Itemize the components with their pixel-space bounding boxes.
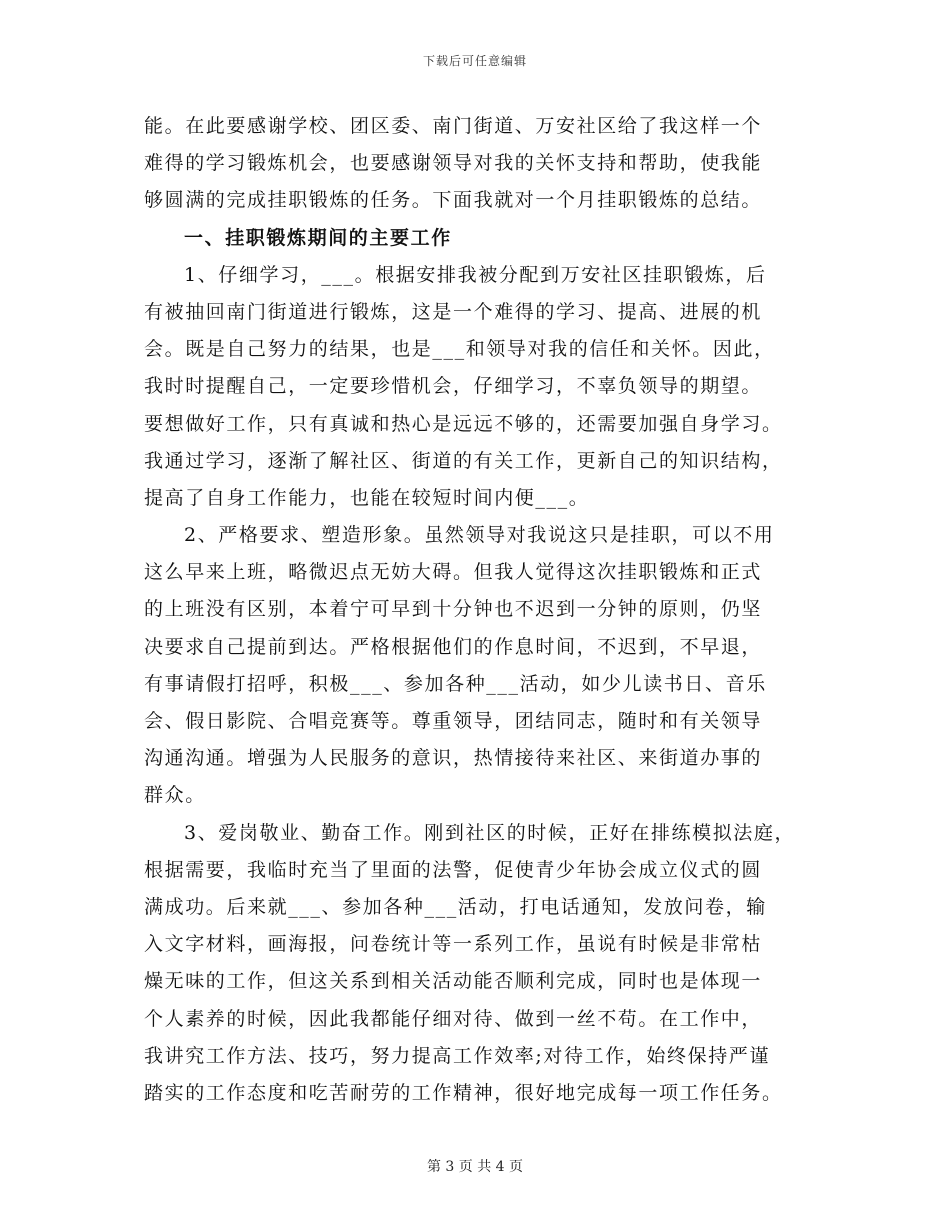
- text-line: 有事请假打招呼，积极___、参加各种___活动，如少儿读书日、音乐: [144, 672, 767, 695]
- text-line: 3、爱岗敬业、勤奋工作。刚到社区的时候，正好在排练模拟法庭，: [184, 821, 796, 844]
- text-line: 个人素养的时候，因此我都能仔细对待、做到一丝不苟。在工作中，: [144, 1007, 763, 1030]
- text-line: 这么早来上班，略微迟点无妨大碍。但我人觉得这次挂职锻炼和正式: [144, 561, 763, 584]
- text-line: 我讲究工作方法、技巧，努力提高工作效率;对待工作，始终保持严谨: [144, 1044, 771, 1067]
- text-line: 有被抽回南门街道进行锻炼，这是一个难得的学习、提高、进展的机: [144, 300, 763, 323]
- text-line: 我时时提醒自己，一定要珍惜机会，仔细学习，不辜负领导的期望。: [144, 375, 763, 398]
- text-line: 会、假日影院、合唱竞赛等。尊重领导，团结同志，随时和有关领导: [144, 710, 763, 732]
- text-line: 难得的学习锻炼机会，也要感谢领导对我的关怀支持和帮助，使我能: [144, 152, 763, 175]
- text-line: 够圆满的完成挂职锻炼的任务。下面我就对一个月挂职锻炼的总结。: [144, 189, 763, 212]
- text-line: 会。既是自己努力的结果，也是___和领导对我的信任和关怀。因此，: [144, 338, 775, 361]
- text-line: 决要求自己提前到达。严格根据他们的作息时间，不迟到，不早退，: [144, 635, 763, 658]
- text-line: 能。在此要感谢学校、团区委、南门街道、万安社区给了我这样一个: [144, 115, 763, 137]
- document-body: [144, 108, 816, 1112]
- text-line: 群众。: [144, 784, 206, 807]
- text-line: 的上班没有区别，本着宁可早到十分钟也不迟到一分钟的原则，仍坚: [144, 598, 763, 621]
- text-line: 1、仔细学习，___。根据安排我被分配到万安社区挂职锻炼，后: [184, 263, 767, 286]
- text-line: 要想做好工作，只有真诚和热心是远远不够的，还需要加强自身学习。: [144, 412, 783, 435]
- text-line: 入文字材料，画海报，问卷统计等一系列工作，虽说有时候是非常枯: [144, 933, 763, 956]
- page-header: 下载后可任意编辑: [422, 54, 527, 68]
- text-line: 根据需要，我临时充当了里面的法警，促使青少年协会成立仪式的圆: [144, 858, 763, 881]
- text-line: 燥无味的工作，但这关系到相关活动能否顺利完成，同时也是体现一: [144, 970, 763, 993]
- text-line: 沟通沟通。增强为人民服务的意识，热情接待来社区、来街道办事的: [144, 747, 763, 770]
- section-heading: 一、挂职锻炼期间的主要工作: [184, 226, 452, 249]
- text-line: 满成功。后来就___、参加各种___活动，打电话通知，发放问卷，输: [144, 895, 767, 918]
- text-line: 我通过学习，逐渐了解社区、街道的有关工作，更新自己的知识结构，: [144, 449, 783, 472]
- text-line: 2、严格要求、塑造形象。虽然领导对我说这只是挂职，可以不用: [184, 524, 775, 547]
- text-line: 提高了自身工作能力，也能在较短时间内便___。: [144, 486, 590, 509]
- text-line: 踏实的工作态度和吃苦耐劳的工作精神，很好地完成每一项工作任务。: [144, 1081, 783, 1104]
- page-number: 第 3 页 共 4 页: [426, 1159, 524, 1175]
